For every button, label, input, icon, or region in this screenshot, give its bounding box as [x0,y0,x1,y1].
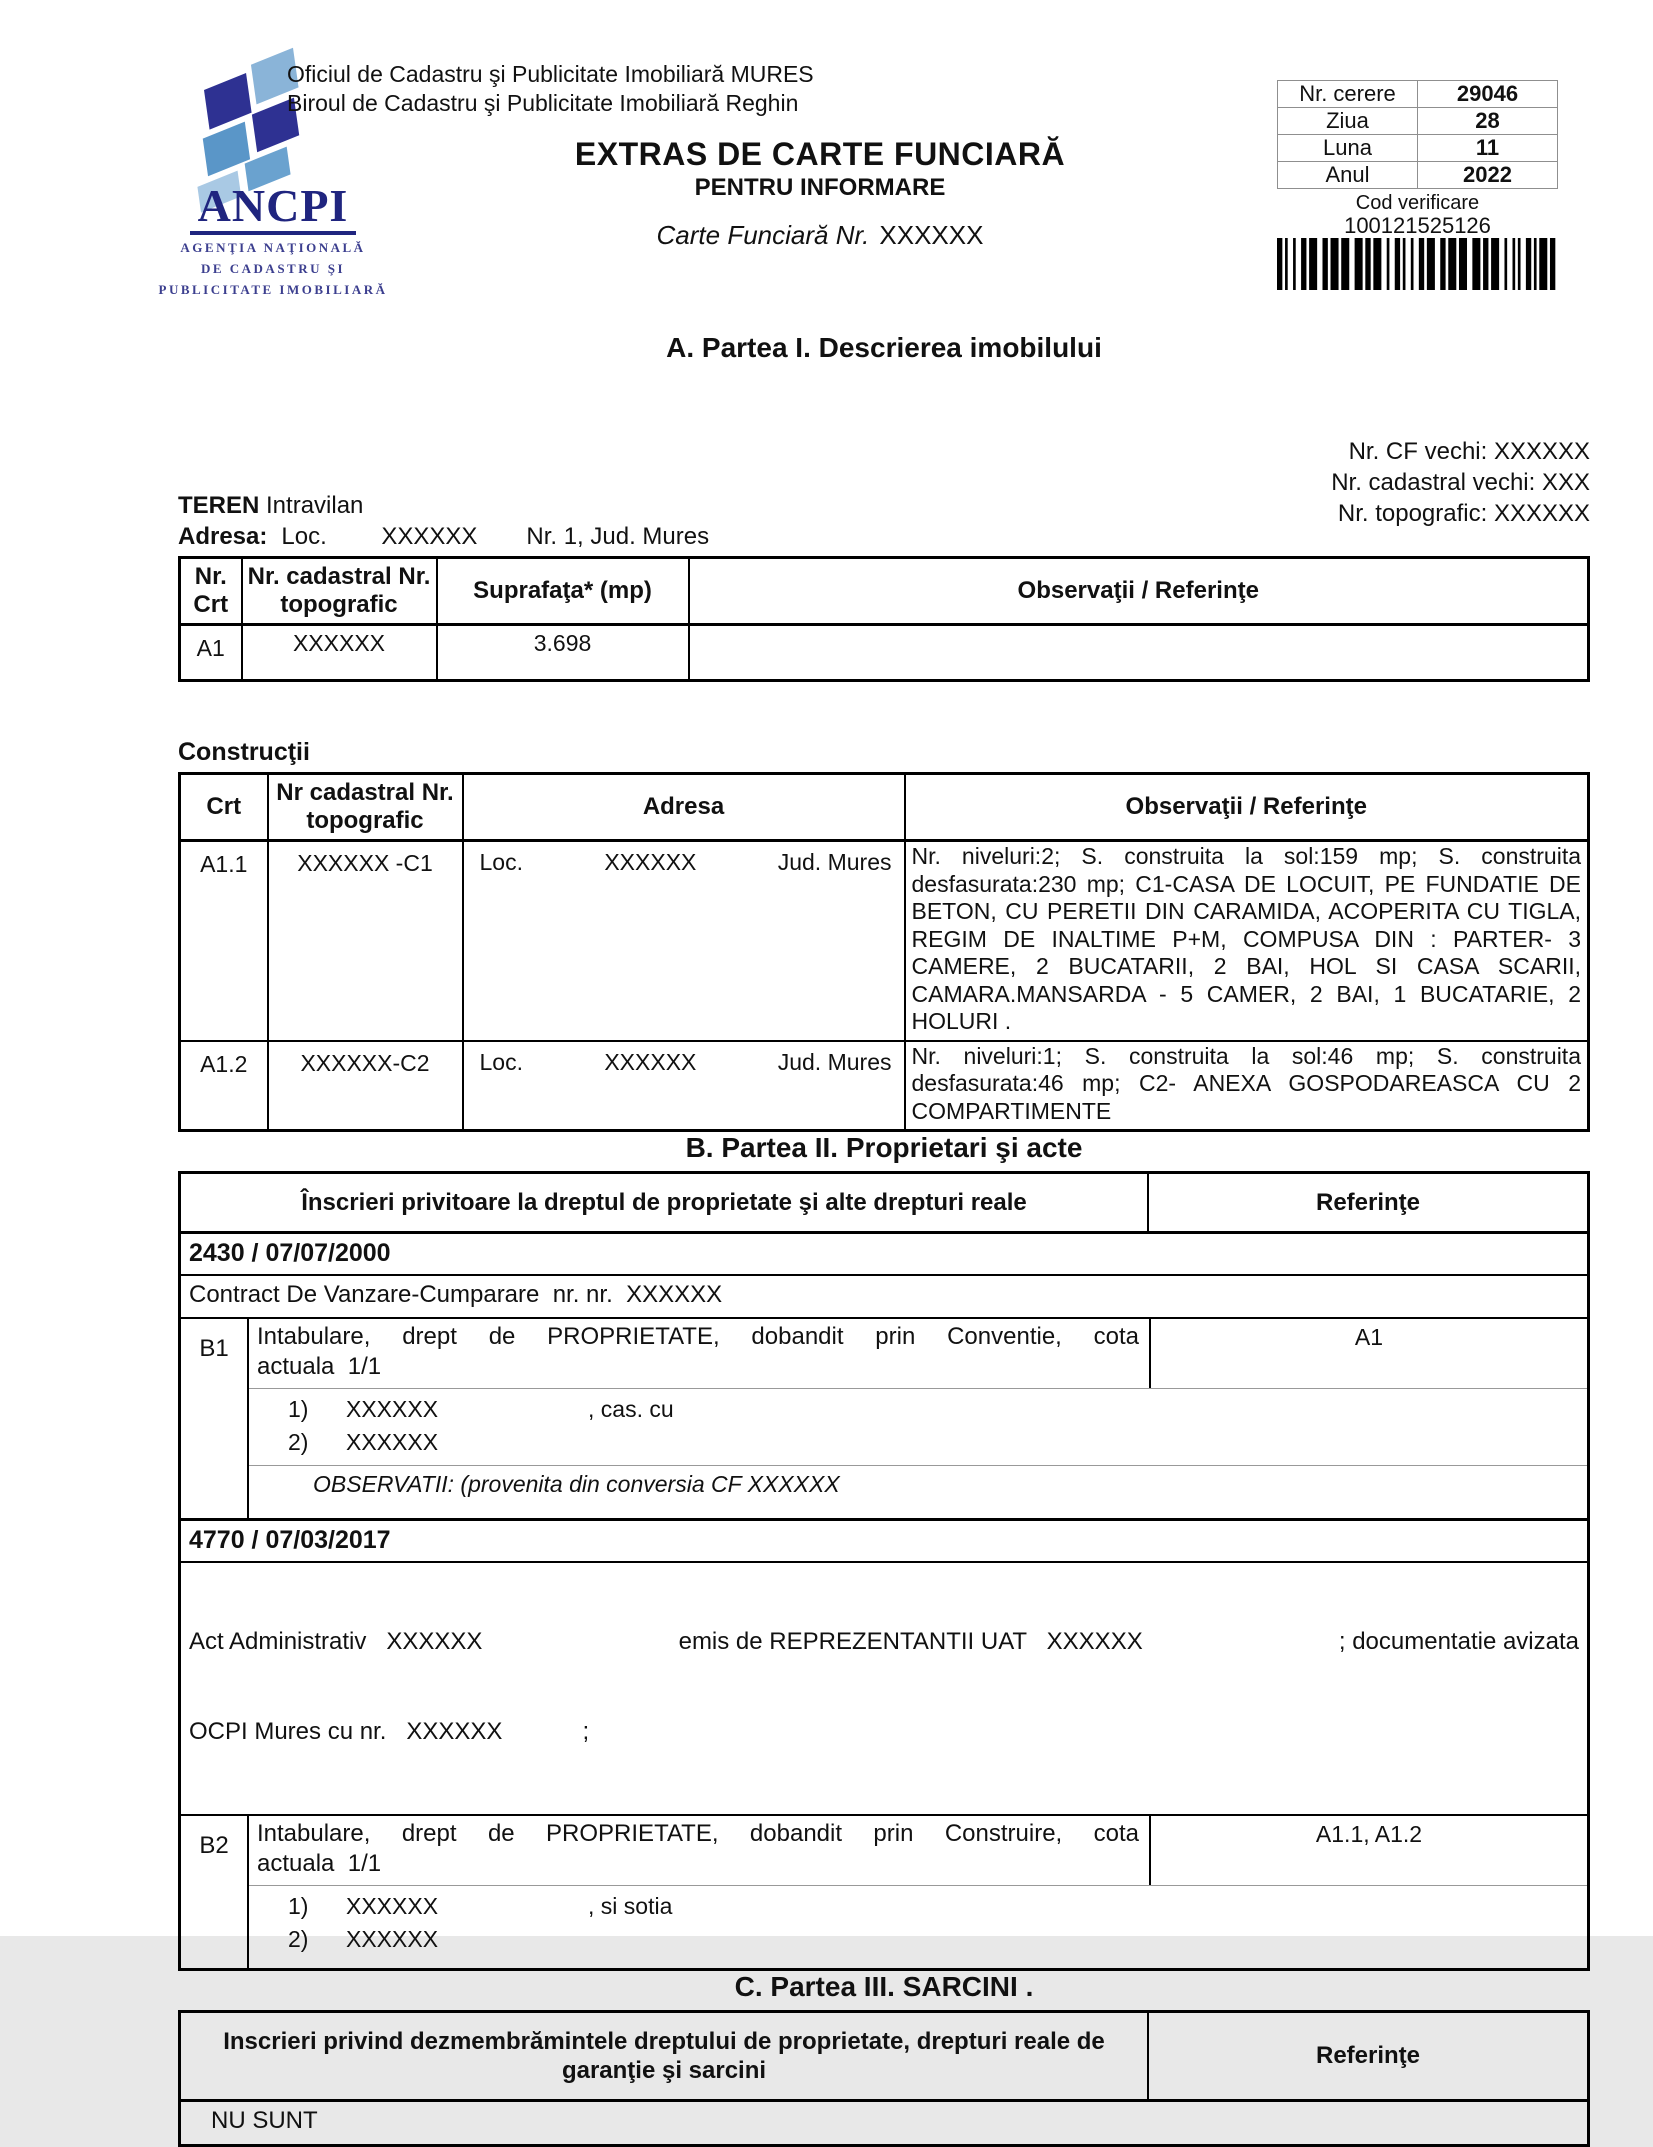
nr-cf-vechi: Nr. CF vechi: XXXXXX [1348,438,1590,465]
adresa-jud: Jud. Mures [777,1048,892,1075]
owner-row [249,1923,1587,1956]
office-line-1: Oficiul de Cadastru şi Publicitate Imobiliară MURES [287,61,814,87]
owner-row [249,1393,1587,1426]
office-line-2: Biroul de Cadastru şi Publicitate Imobiliară Reghin [287,90,799,116]
carte-funciara-value: XXXXXX [879,220,984,250]
cell-observatii: Nr. niveluri:2; S. construita la sol:159 mp; S. construita desfasurata:230 mp; C1-CASA DE LOCUIT, PE FUNDATIE DE BETON, CU PERETII DIN CARAMIDA, ACOPERITA CU TIGLA, REGIM DE INALTIME P+M, COMPUSA DIN : PARTER- 3 CAMERE, 2 BUCATARII, 2 BAI, HOL SI CASA SCARII, CAMARA.MANSARDA - 5 CAMER, 2 BAI, 1 BUCATARIE, 2 HOLURI . [905,841,1589,1041]
col-header-inscrieri-sarcini: Inscrieri privind dezmembrămintele dreptului de proprietate, drepturi reale de garanţie şi sarcini [223,2028,1105,2084]
entry-id: B1 [181,1319,249,1518]
request-value: 28 [1418,108,1558,135]
owner-name: XXXXXX [346,1893,439,1919]
request-label: Anul [1278,162,1418,189]
col-header-crt: Crt [180,774,268,841]
table-header-row [181,2013,1587,2102]
owner-index: 1) [288,1893,309,1919]
request-table [1277,80,1558,189]
adresa-jud: Jud. Mures [777,849,892,875]
adresa-value: XXXXXX [604,849,697,875]
entry-act [181,1563,1587,1816]
entry-block-4770 [181,1521,1587,1968]
office-header [287,60,814,118]
owner-index: 2) [288,1926,309,1952]
intabulare-text-line1: Intabulare, drept de PROPRIETATE, dobandit prin Conventie, cota [257,1323,1139,1350]
request-info-block [1277,80,1558,290]
entry-number: 2430 / 07/07/2000 [181,1234,1587,1276]
cell-cadastral: XXXXXX -C1 [268,841,463,1041]
teren-table [178,556,1590,682]
table-row [1278,81,1558,108]
act-segment-1: Act Administrativ XXXXXX [189,1628,483,1655]
entry-id: B2 [181,1816,249,1968]
intabulare-row [249,1319,1587,1389]
adresa-label: Adresa: [178,523,268,550]
col-header-nr-crt: Nr. Crt [180,558,242,625]
col-header-referinte: Referinţe [1147,1174,1587,1231]
adresa-loc: Loc. [281,523,327,550]
table-row [180,1041,1589,1131]
owner-index: 2) [288,1429,309,1455]
cod-verificare-value: 100121525126 [1344,213,1491,238]
cell-cadastral: XXXXXX [242,625,437,681]
request-value: 11 [1418,135,1558,162]
cell-crt: A1.1 [180,841,268,1041]
table-header-row [180,558,1589,625]
constructii-heading: Construcţii [178,738,310,766]
nr-cadastral-vechi: Nr. cadastral vechi: XXX [1331,469,1590,496]
entry-act: Contract De Vanzare-Cumparare nr. nr. XXXXXX [181,1276,1587,1319]
act-segment-2: emis de REPREZENTANTII UAT XXXXXX [678,1628,1143,1655]
ancpi-subtitle-1: AGENŢIA NAŢIONALĂ [180,240,366,256]
entry-number: 4770 / 07/03/2017 [181,1521,1587,1563]
old-references [1331,436,1590,529]
sarcini-value: NU SUNT [211,2107,318,2134]
table-row [1278,108,1558,135]
request-value: 29046 [1418,81,1558,108]
table-row [180,841,1589,1041]
table-row [1278,135,1558,162]
constructii-table [178,772,1590,1132]
col-header-cadastral: Nr cadastral Nr. topografic [268,774,463,841]
table-header-row [180,774,1589,841]
teren-value: Intravilan [266,492,364,519]
owner-suffix: , cas. cu [588,1396,674,1422]
owner-name: XXXXXX [346,1926,439,1952]
ancpi-subtitle-3: PUBLICITATE IMOBILIARĂ [158,282,388,298]
part-a-title: A. Partea I. Descrierea imobilului [666,332,1102,363]
adresa-value: XXXXXX [604,1048,697,1075]
carte-funciara-label: Carte Funciară Nr. [656,220,870,250]
request-label: Nr. cerere [1278,81,1418,108]
adresa-rest: Nr. 1, Jud. Mures [526,523,710,550]
referinte-value: A1.1, A1.2 [1149,1816,1587,1885]
cell-adresa [463,841,905,1041]
owner-index: 1) [288,1396,309,1422]
page-subtitle: PENTRU INFORMARE [694,174,946,201]
ancpi-acronym: ANCPI [190,182,357,235]
cell-cadastral: XXXXXX-C2 [268,1041,463,1131]
observatii-note: OBSERVATII: (provenita din conversia CF XXXXXX [249,1465,1587,1518]
request-value: 2022 [1418,162,1558,189]
col-header-adresa: Adresa [463,774,905,841]
col-header-observatii: Observaţii / Referinţe [905,774,1589,841]
act-line-2: OCPI Mures cu nr. XXXXXX ; [189,1718,590,1745]
referinte-value: A1 [1149,1319,1587,1388]
intabulare-text-line1: Intabulare, drept de PROPRIETATE, dobandit prin Construire, cota [257,1820,1139,1847]
cod-verificare-label: Cod verificare [1355,192,1480,214]
act-segment-3: ; documentatie avizata [1338,1628,1579,1655]
carte-funciara-line [470,220,1170,251]
part-b-table [178,1171,1590,1971]
owner-name: XXXXXX [346,1429,439,1455]
adresa-loc: Loc. [479,849,523,875]
cell-observatii: Nr. niveluri:1; S. construita la sol:46 mp; S. construita desfasurata:46 mp; C2- ANEXA GOSPODAREASCA CU 2 COMPARTIMENTE [905,1041,1589,1131]
cell-crt: A1 [180,625,242,681]
entry-body [181,1319,1587,1518]
part-c-title: C. Partea III. SARCINI . [734,1971,1034,2002]
owner-name: XXXXXX [346,1396,439,1422]
adresa-loc: Loc. [479,1048,523,1075]
col-header-referinte: Referinţe [1147,2013,1587,2099]
part-b-title: B. Partea II. Proprietari şi acte [685,1132,1083,1163]
request-label: Luna [1278,135,1418,162]
intabulare-text-line2: actuala 1/1 [257,1353,382,1380]
intabulare-row [249,1816,1587,1886]
owner-row [249,1426,1587,1459]
cell-crt: A1.2 [180,1041,268,1131]
owner-suffix: , si sotia [588,1893,673,1919]
document-title-block [470,136,1170,251]
adresa-value: XXXXXX [381,523,478,550]
barcode [1277,238,1558,290]
part-c-table [178,2010,1590,2147]
entry-body [181,1816,1587,1968]
intabulare-text-line2: actuala 1/1 [257,1850,382,1877]
teren-label: TEREN [178,492,260,519]
entry-block-2430 [181,1234,1587,1521]
owner-row [249,1890,1587,1923]
nr-topografic: Nr. topografic: XXXXXX [1337,500,1590,527]
table-row [1278,162,1558,189]
col-header-inscrieri: Înscrieri privitoare la dreptul de proprietate şi alte drepturi reale [301,1189,1027,1216]
request-label: Ziua [1278,108,1418,135]
table-row [180,625,1589,681]
page-title: EXTRAS DE CARTE FUNCIARĂ [574,136,1066,172]
col-header-observatii: Observaţii / Referinţe [689,558,1589,625]
cell-adresa [463,1041,905,1131]
cell-suprafata: 3.698 [437,625,689,681]
table-header-row [181,1174,1587,1234]
col-header-suprafata: Suprafaţa* (mp) [437,558,689,625]
col-header-cadastral: Nr. cadastral Nr. topografic [242,558,437,625]
ancpi-subtitle-2: DE CADASTRU ŞI [200,261,346,277]
cell-observatii [689,625,1589,681]
document-content [178,332,1590,2147]
